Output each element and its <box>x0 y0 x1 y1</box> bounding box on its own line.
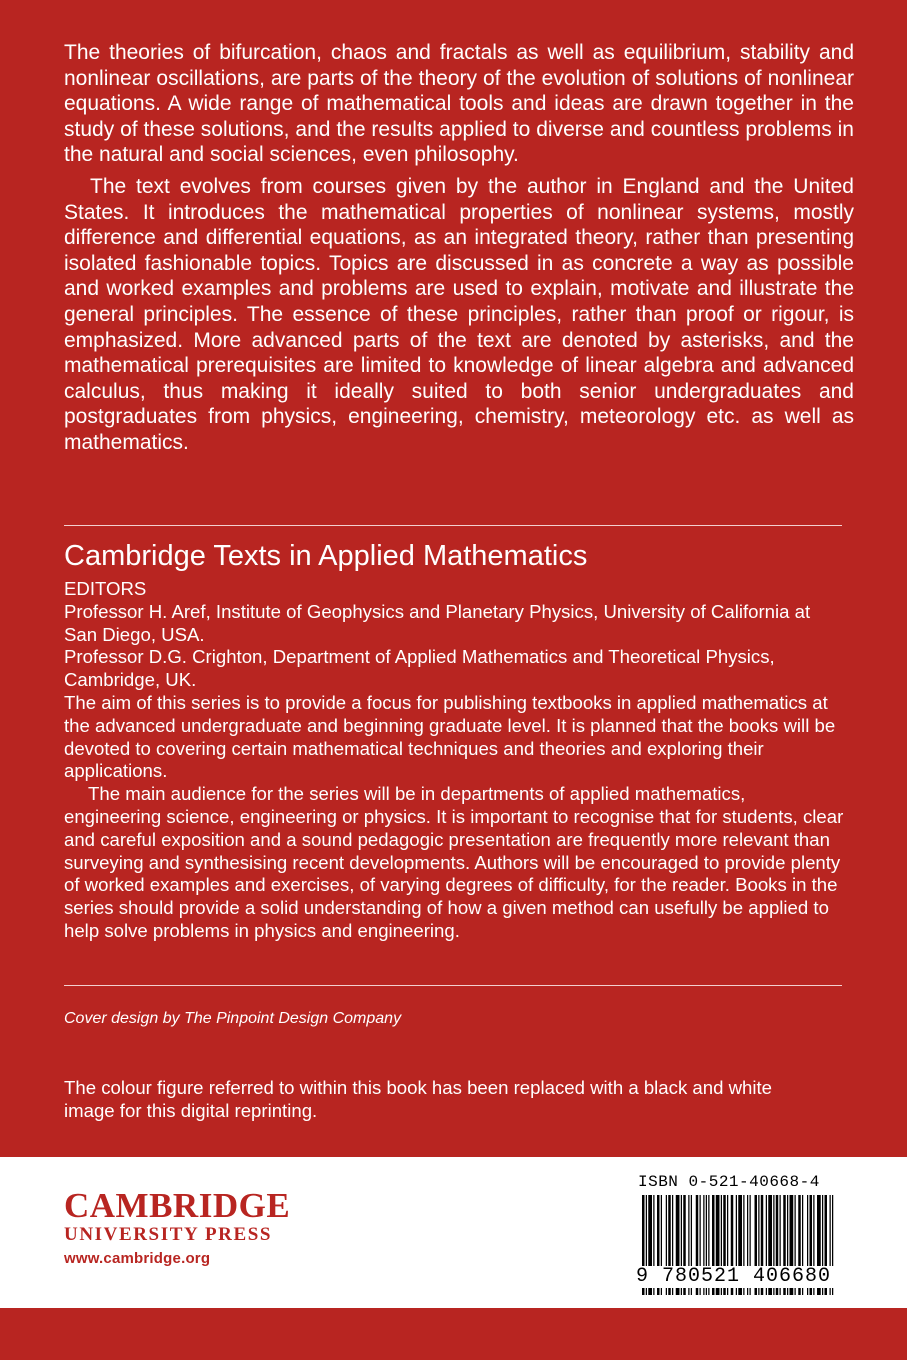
divider-top <box>64 525 842 526</box>
publisher-url: www.cambridge.org <box>64 1250 211 1267</box>
barcode-block <box>636 1173 842 1305</box>
series-section <box>64 538 844 943</box>
publisher-name-line2: UNIVERSITY PRESS <box>64 1224 273 1245</box>
publisher-name-line1: CAMBRIDGE <box>64 1186 291 1225</box>
ean-digits: 9 780521 406680 <box>636 1266 842 1288</box>
editor-2: Professor D.G. Crighton, Department of Applied Mathematics and Theoretical Physics, Cambridge, UK. <box>64 646 775 691</box>
series-title: Cambridge Texts in Applied Mathematics <box>64 540 588 572</box>
publisher-logo <box>64 1188 290 1272</box>
series-aim: The aim of this series is to provide a focus for publishing textbooks in applied mathematics at the advanced undergraduate and beginning graduate level. It is planned that the books will be devoted to covering certain mathematical techniques and theories and exploring their applications. <box>64 691 836 782</box>
series-body <box>64 578 844 943</box>
editors-heading: EDITORS <box>64 578 147 599</box>
divider-bottom <box>64 985 842 986</box>
blurb-paragraph-1: The theories of bifurcation, chaos and fractals as well as equilibrium, stability and nonlinear oscillations, are parts of the theory of the evolution of solutions of nonlinear equations. A wide range of mathematical tools and ideas are drawn together in the study of these solutions, and the results applied to diverse and countless problems in the natural and social sciences, even philosophy. <box>64 41 854 167</box>
blurb <box>64 40 854 456</box>
reprint-note: The colour figure referred to within this book has been replaced with a black and white image for this digital reprinting. <box>64 1077 772 1121</box>
cover-credit: Cover design by The Pinpoint Design Company <box>64 1010 402 1027</box>
editor-1: Professor H. Aref, Institute of Geophysics and Planetary Physics, University of California at San Diego, USA. <box>64 600 811 645</box>
isbn-text: ISBN 0-521-40668-4 <box>638 1173 820 1191</box>
publisher-panel <box>0 1157 907 1308</box>
barcode-icon <box>636 1195 842 1305</box>
blurb-paragraph-2: The text evolves from courses given by the author in England and the United States. It introduces the mathematical properties of nonlinear systems, mostly difference and differential equations, as an integrated theory, rather than presenting isolated fashionable topics. Topics are discussed in as concrete a way as possible and worked examples and problems are used to explain, motivate and illustrate the general principles. The essence of these principles, rather than proof or rigour, is emphasized. More advanced parts of the text are denoted by asterisks, and the mathematical prerequisites are limited to knowledge of linear algebra and advanced calculus, thus making it ideally suited to both senior undergraduates and postgraduates from physics, engineering, chemistry, meteorology etc. as well as mathematics. <box>64 174 854 454</box>
series-audience: The main audience for the series will be in departments of applied mathematics, engineering science, engineering or physics. It is important to recognise that for students, clear and careful exposition and a sound pedagogic presentation are frequently more relevant than surveying and synthesising recent developments. Authors will be encouraged to provide plenty of worked examples and exercises, of varying degrees of difficulty, for the reader. Books in the series should provide a solid understanding of how a given method can usefully be applied to help solve problems in physics and engineering. <box>64 783 844 941</box>
